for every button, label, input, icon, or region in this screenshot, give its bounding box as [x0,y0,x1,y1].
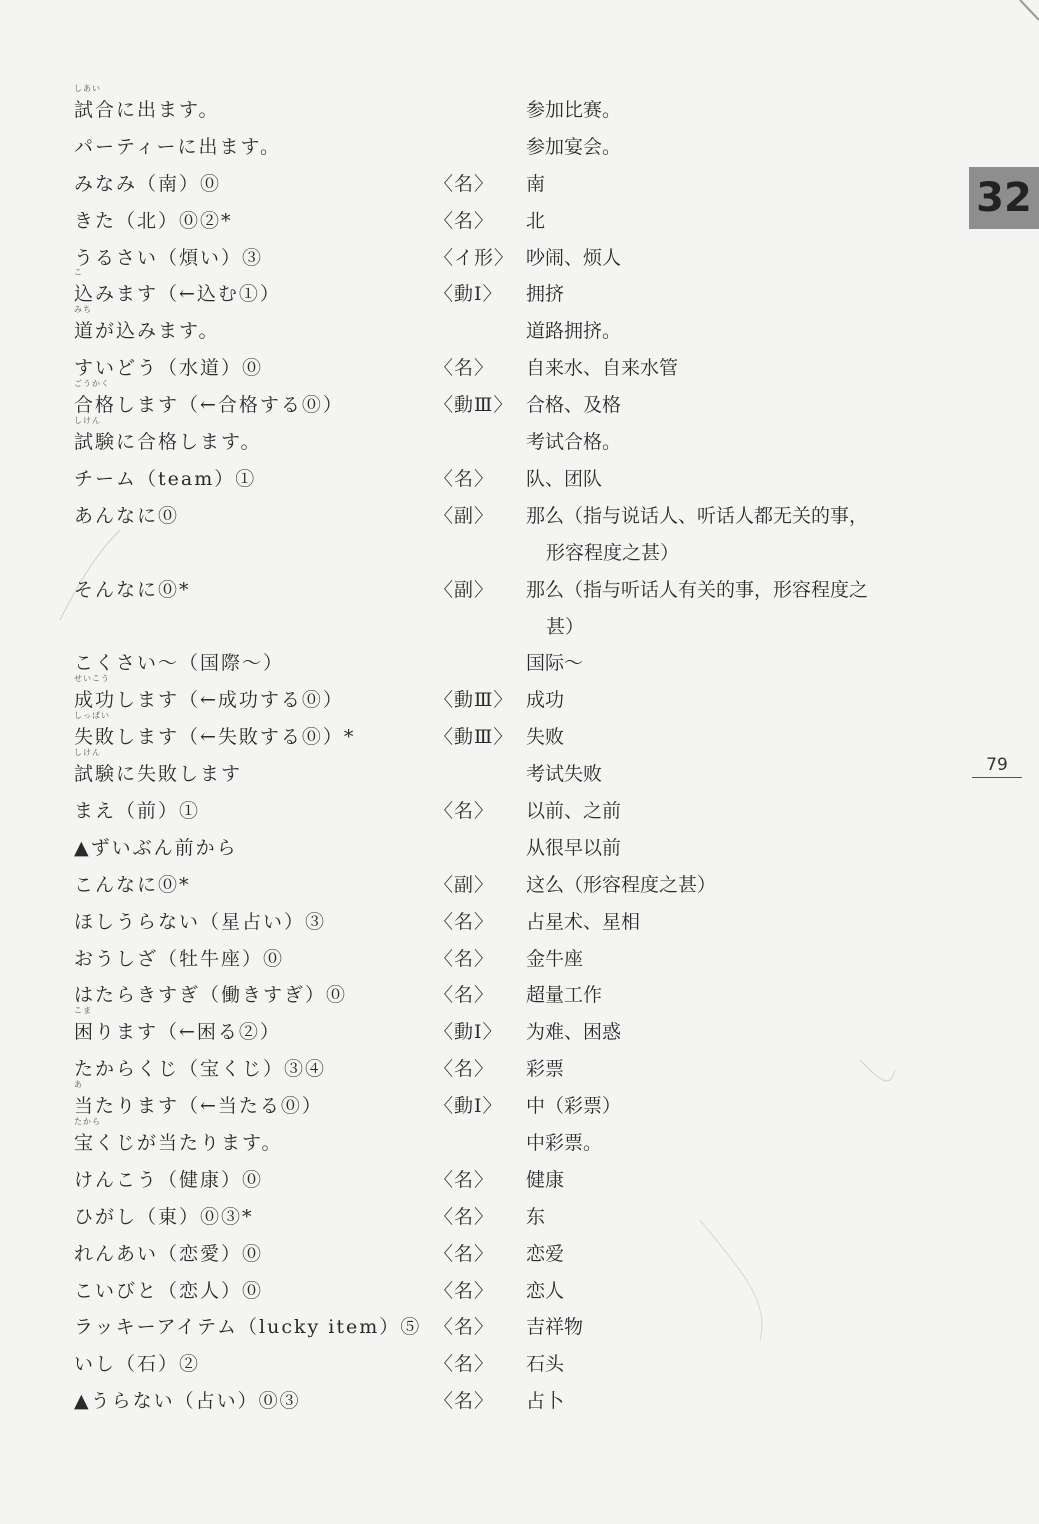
meaning-text: 南 [526,172,546,195]
meaning-text: 为难、困惑 [526,1021,622,1044]
japanese-term: チーム（team）① [74,467,257,490]
chinese-meaning [526,461,926,498]
japanese-term: みなみ（南）⓪ [74,172,222,195]
chinese-meaning [526,166,926,203]
vocabulary-row [74,305,934,350]
vocabulary-row [74,1006,934,1051]
chinese-meaning [526,682,926,719]
furigana: しけん [74,748,101,758]
part-of-speech: 〈イ形〉 [434,246,515,269]
chinese-meaning [526,977,926,1014]
vocabulary-row [74,572,934,646]
chinese-meaning [526,1088,926,1125]
japanese-term: 試合に出ます。 [74,99,220,121]
vocabulary-row [74,203,934,240]
meaning-text: 占卜 [526,1390,565,1413]
part-of-speech: 〈名〉 [434,1205,495,1228]
chinese-meaning [526,203,926,240]
chinese-meaning [526,1236,926,1273]
japanese-term: 合格します（←合格する⓪） [74,394,344,417]
meaning-text: 自来水、自来水管 [526,357,679,380]
meaning-text: 失败 [526,726,565,749]
japanese-term: きた（北）⓪②* [74,209,233,232]
vocabulary-row [74,268,934,313]
vocabulary-row [74,1273,934,1310]
meaning-text: 参加比赛。 [526,99,622,121]
chinese-meaning [526,719,926,756]
vocabulary-row [74,129,934,166]
meaning-text: 那么（指与说话人、听话人都无关的事， [526,504,869,527]
japanese-term: 試験に合格します。 [74,431,262,454]
part-of-speech: 〈名〉 [434,1242,495,1265]
japanese-term: 失敗します（←失敗する⓪）* [74,726,356,749]
meaning-text: 恋爱 [526,1242,565,1265]
vocabulary-row [74,977,934,1014]
japanese-term: いし（石）② [74,1353,201,1376]
furigana: ごうかく [74,379,110,389]
vocabulary-row [74,1116,934,1162]
vocabulary-row [74,1309,934,1346]
japanese-term: こんなに⓪* [74,873,191,896]
japanese-term: 成功します（←成功する⓪） [74,689,344,712]
chinese-meaning [526,498,926,572]
japanese-term: すいどう（水道）⓪ [74,357,264,380]
chinese-meaning [526,1051,926,1088]
part-of-speech: 〈副〉 [434,578,495,601]
part-of-speech: 〈動Ⅲ〉 [434,394,514,417]
japanese-term: 当たります（←当たる⓪） [74,1095,323,1118]
part-of-speech: 〈動Ⅲ〉 [434,689,514,712]
japanese-term: あんなに⓪ [74,504,180,527]
vocabulary-row [74,1199,934,1236]
meaning-text: 中彩票。 [526,1131,603,1154]
japanese-term: まえ（前）① [74,799,201,822]
chinese-meaning [526,1199,926,1236]
japanese-term: うるさい（煩い）③ [74,246,264,269]
japanese-term: ラッキーアイテム（lucky item）⑤ [74,1316,422,1339]
meaning-text: 东 [526,1205,546,1228]
vocabulary-row [74,830,934,867]
vocabulary-row [74,904,934,941]
chinese-meaning [526,1014,926,1051]
part-of-speech: 〈動Ⅲ〉 [434,726,514,749]
part-of-speech: 〈副〉 [434,504,495,527]
part-of-speech: 〈名〉 [434,467,495,490]
chinese-meaning [526,1383,926,1420]
japanese-term: 試験に失敗します [74,763,243,786]
vocabulary-row [74,240,934,277]
furigana: せいこう [74,674,110,684]
part-of-speech: 〈名〉 [434,1168,495,1191]
japanese-term: けんこう（健康）⓪ [74,1168,264,1191]
meaning-text: 从很早以前 [526,836,622,859]
part-of-speech: 〈動Ⅰ〉 [434,1095,503,1118]
japanese-term: パーティーに出ます。 [74,135,281,158]
chinese-meaning [526,793,926,830]
vocabulary-row [74,674,934,719]
part-of-speech: 〈動Ⅰ〉 [434,1021,503,1044]
meaning-text: 中（彩票） [526,1095,622,1118]
japanese-term: そんなに⓪* [74,578,191,601]
meaning-text: 恋人 [526,1279,565,1302]
part-of-speech: 〈名〉 [434,1353,495,1376]
chinese-meaning [526,276,926,313]
part-of-speech: 〈動Ⅰ〉 [434,283,503,306]
vocabulary-row [74,1236,934,1273]
meaning-text: 合格、及格 [526,394,622,417]
part-of-speech: 〈名〉 [434,357,495,380]
chinese-meaning [526,645,926,682]
furigana: たから [74,1116,101,1126]
part-of-speech: 〈名〉 [434,209,495,232]
furigana: みち [74,305,92,315]
chinese-meaning [526,129,926,166]
chinese-meaning [526,1125,926,1162]
meaning-text: 占星术、星相 [526,910,641,933]
vocabulary-row [74,416,934,461]
japanese-term: ▲うらない（占い）⓪③ [74,1390,301,1413]
chinese-meaning [526,1309,926,1346]
meaning-text: 考试失败 [526,763,603,786]
meaning-text: 那么（指与听话人有关的事，形容程度之 [526,578,869,601]
meaning-text: 拥挤 [526,283,565,306]
part-of-speech: 〈名〉 [434,172,495,195]
chinese-meaning [526,756,926,793]
vocabulary-row [74,867,934,904]
japanese-term: 宝くじが当たります。 [74,1131,283,1154]
part-of-speech: 〈名〉 [434,1058,495,1081]
meaning-text: 考试合格。 [526,431,622,454]
japanese-term: 困ります（←困る②） [74,1021,281,1044]
chinese-meaning [526,424,926,461]
japanese-term: 道が込みます。 [74,320,220,343]
furigana: しっぱい [74,711,110,721]
chinese-meaning [526,1162,926,1199]
meaning-text: 国际～ [526,652,584,675]
meaning-text: 队、团队 [526,467,603,490]
meaning-text: 参加宴会。 [526,135,622,158]
furigana: しあい [74,84,101,93]
vocabulary-row [74,84,934,129]
japanese-term: ひがし（東）⓪③* [74,1205,254,1228]
vocabulary-row [74,1346,934,1383]
vocabulary-row [74,1051,934,1088]
part-of-speech: 〈名〉 [434,984,495,1007]
furigana: しけん [74,416,101,426]
japanese-term: こくさい～（国際～） [74,652,285,675]
vocabulary-row [74,166,934,203]
meaning-continuation: 形容程度之甚） [546,541,680,564]
meaning-text: 吉祥物 [526,1316,584,1339]
chinese-meaning [526,1273,926,1310]
part-of-speech: 〈名〉 [434,799,495,822]
chapter-tab: 32 [969,167,1039,229]
part-of-speech: 〈名〉 [434,1316,495,1339]
chinese-meaning [526,830,926,867]
chinese-meaning [526,572,926,646]
meaning-text: 成功 [526,689,565,712]
part-of-speech: 〈副〉 [434,873,495,896]
japanese-term: ▲ずいぶん前から [74,836,238,859]
page-number: 79 [972,755,1022,778]
vocabulary-row [74,1162,934,1199]
vocabulary-row [74,941,934,978]
chinese-meaning [526,867,926,904]
japanese-term: おうしざ（牡牛座）⓪ [74,947,285,970]
meaning-text: 以前、之前 [526,799,622,822]
japanese-term: 込みます（←込む①） [74,283,281,306]
part-of-speech: 〈名〉 [434,947,495,970]
chinese-meaning [526,904,926,941]
chinese-meaning [526,387,926,424]
furigana: あ [74,1080,83,1090]
furigana: こま [74,1006,92,1016]
furigana: こ [74,268,83,278]
part-of-speech: 〈名〉 [434,910,495,933]
chinese-meaning [526,941,926,978]
chinese-meaning [526,92,926,129]
meaning-text: 金牛座 [526,947,584,970]
japanese-term: たからくじ（宝くじ）③④ [74,1058,327,1081]
meaning-text: 这么（形容程度之甚） [526,873,717,896]
vocabulary-list [74,84,934,1420]
japanese-term: はたらきすぎ（働きすぎ）⓪ [74,984,348,1007]
vocabulary-row [74,498,934,572]
vocabulary-row [74,748,934,793]
vocabulary-row [74,461,934,498]
vocabulary-row [74,1383,934,1420]
part-of-speech: 〈名〉 [434,1279,495,1302]
meaning-text: 石头 [526,1353,565,1376]
meaning-text: 超量工作 [526,984,603,1007]
japanese-term: れんあい（恋愛）⓪ [74,1242,264,1265]
chinese-meaning [526,240,926,277]
meaning-text: 北 [526,209,546,232]
vocabulary-row [74,350,934,387]
chinese-meaning [526,350,926,387]
vocabulary-row [74,793,934,830]
vocabulary-row [74,1080,934,1125]
meaning-text: 彩票 [526,1058,565,1081]
vocabulary-row [74,711,934,756]
japanese-term: ほしうらない（星占い）③ [74,910,327,933]
chinese-meaning [526,313,926,350]
part-of-speech: 〈名〉 [434,1390,495,1413]
vocabulary-row [74,379,934,424]
vocabulary-row [74,645,934,682]
chinese-meaning [526,1346,926,1383]
meaning-text: 吵闹、烦人 [526,246,622,269]
meaning-text: 健康 [526,1168,565,1191]
meaning-continuation: 甚） [546,615,585,638]
japanese-term: こいびと（恋人）⓪ [74,1279,264,1302]
meaning-text: 道路拥挤。 [526,320,622,343]
